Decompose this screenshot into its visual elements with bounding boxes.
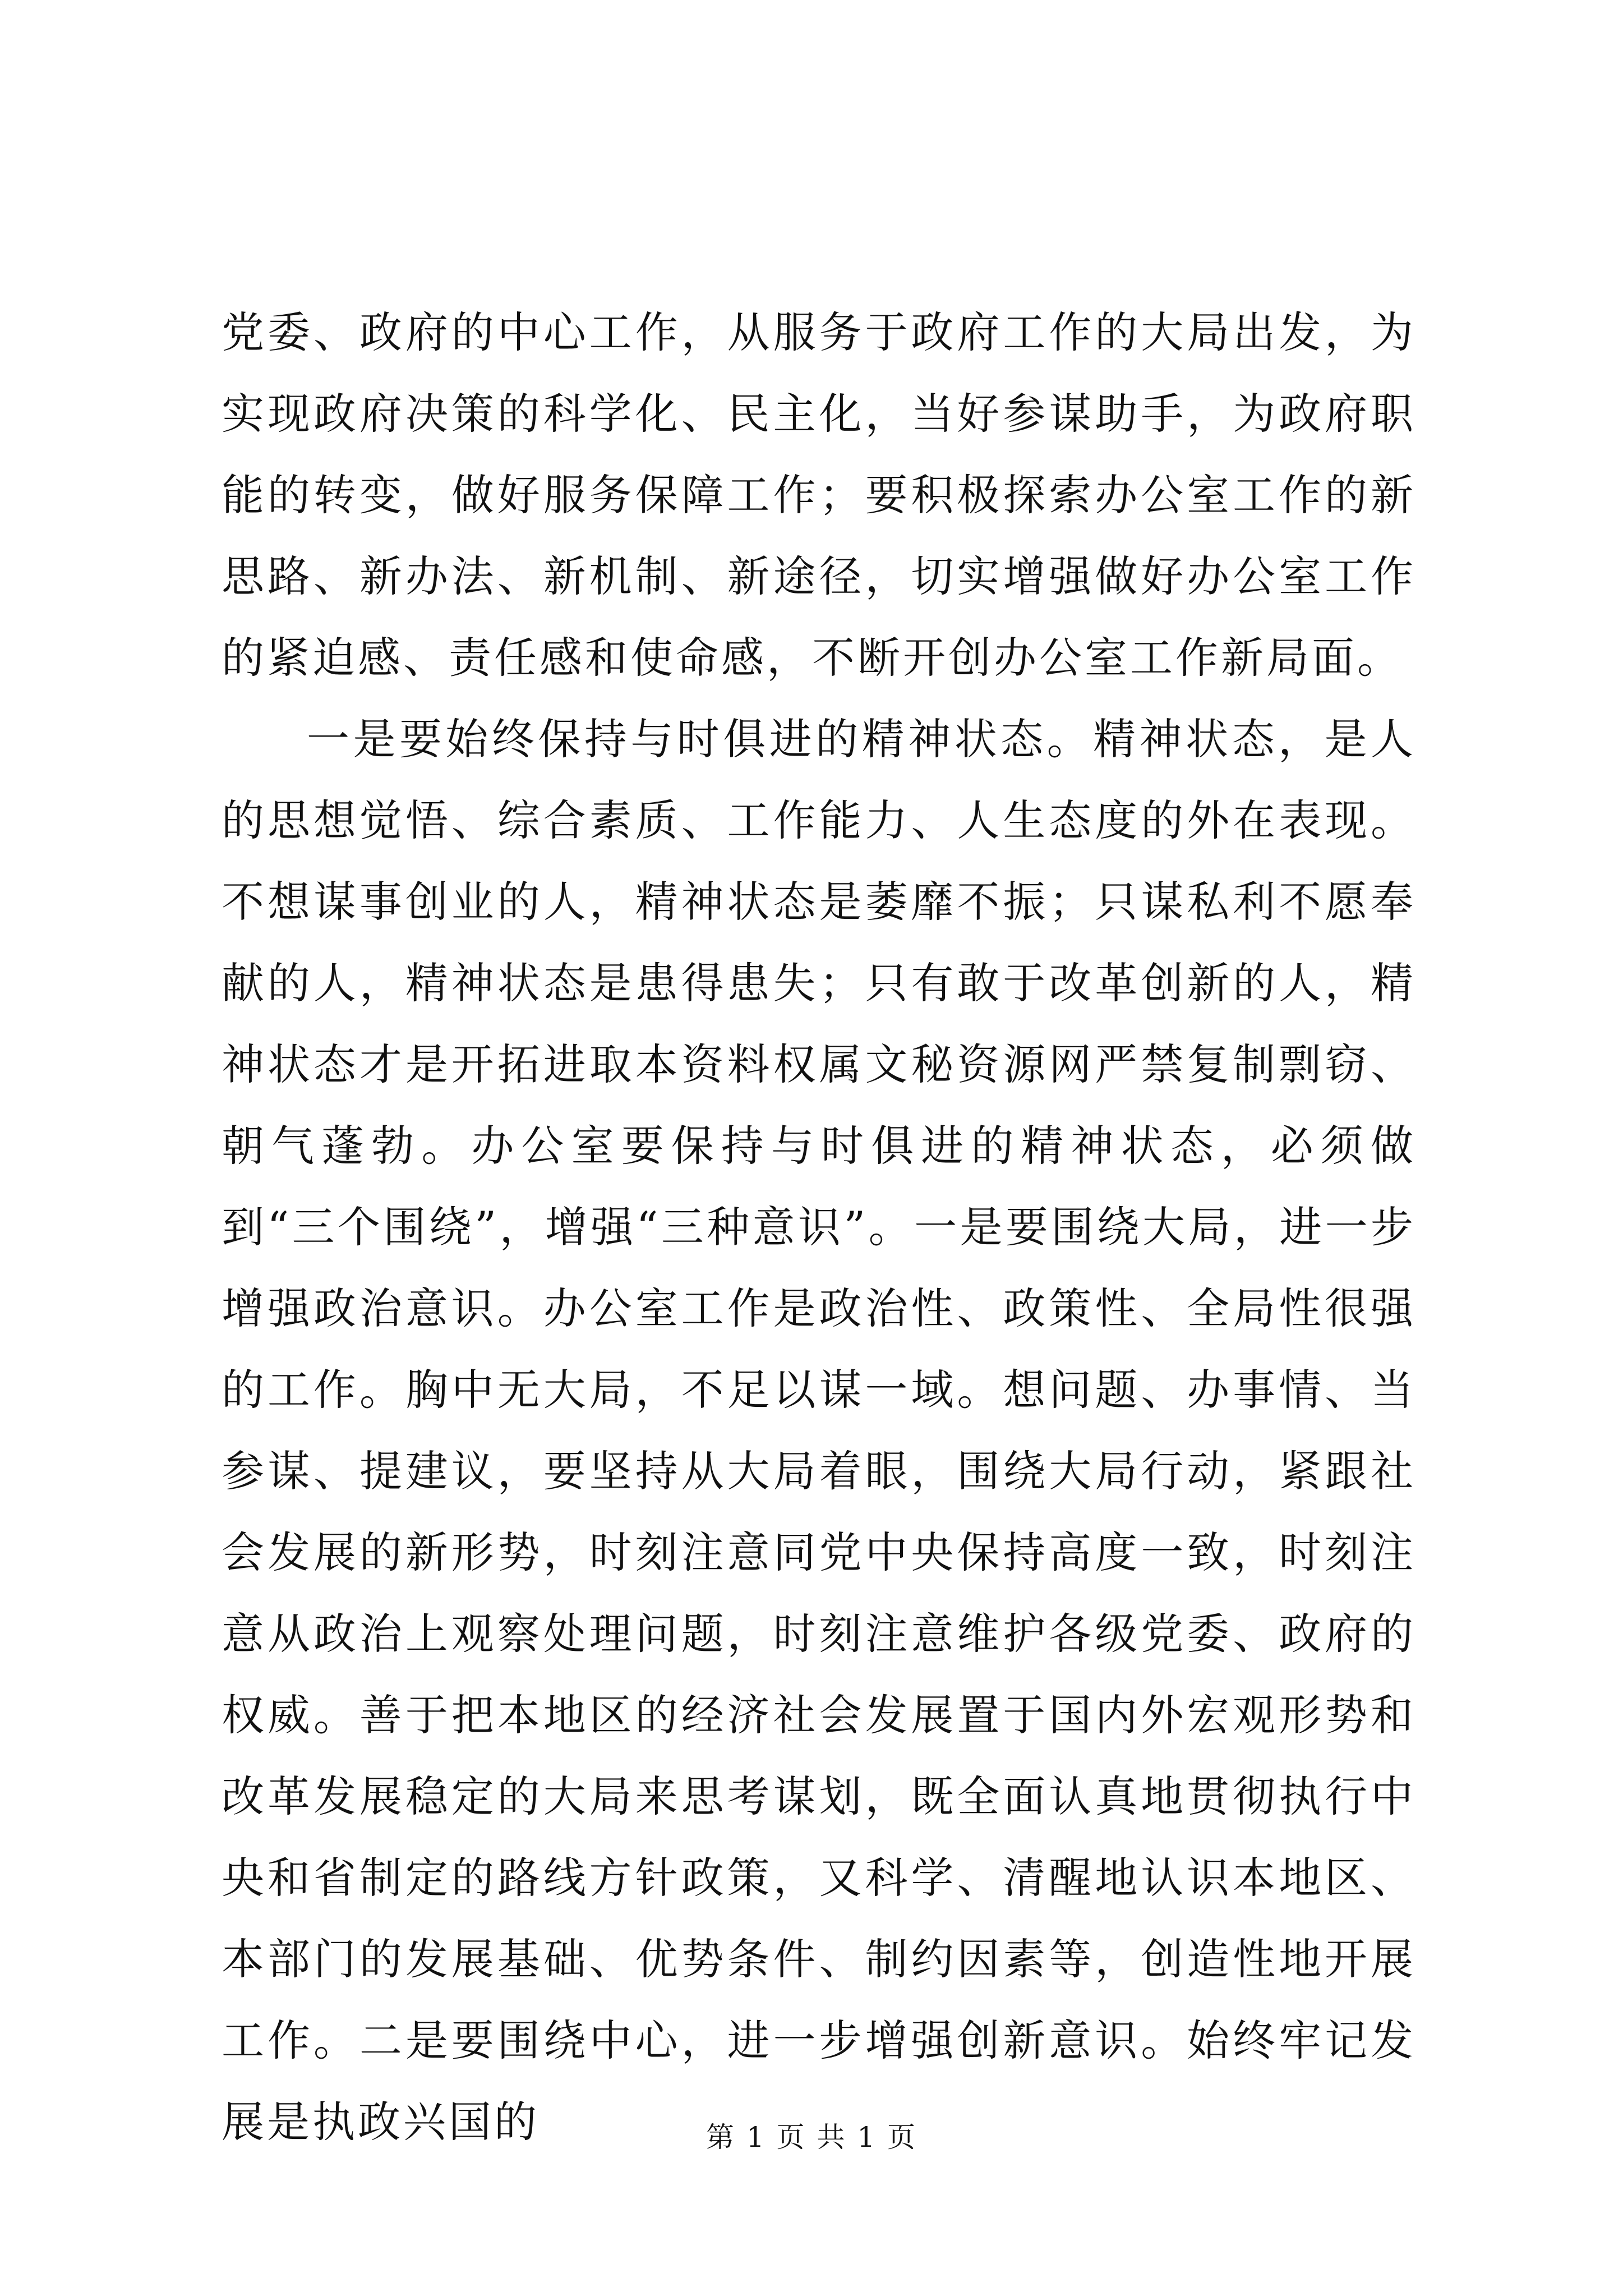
paragraph-spirit-state: 一是要始终保持与时俱进的精神状态。精神状态，是人的思想觉悟、综合素质、工作能力、人生态度的外在表现。不想谋事创业的人，精神状态是萎靡不振；只谋私利不愿奉献的人，精神状态是患得患失；只有敢于改革创新的人，精神状态才是开拓进取本资料权属文秘资源网严禁复制剽窃、朝气蓬勃。办公室要保持与时俱进的精神状态，必须做到“三个围绕”，增强“三种意识”。一是要围绕大局，进一步增强政治意识。办公室工作是政治性、政策性、全局性很强的工作。胸中无大局，不足以谋一域。想问题、办事情、当参谋、提建议，要坚持从大局着眼，围绕大局行动，紧跟社会发展的新形势，时刻注意同党中央保持高度一致，时刻注意从政治上观察处理问题，时刻注意维护各级党委、政府的权威。善于把本地区的经济社会发展置于国内外宏观形势和改革发展稳定的大局来思考谋划，既全面认真地贯彻执行中央和省制定的路线方针政策，又科学、清醒地认识本地区、本部门的发展基础、优势条件、制约因素等，创造性地开展工作。二是要围绕中心，进一步增强创新意识。始终牢记发展是执政兴国的 [222,714,1416,2147]
paragraph-continuation: 党委、政府的中心工作，从服务于政府工作的大局出发，为实现政府决策的科学化、民主化，当好参谋助手，为政府职能的转变，做好服务保障工作；要积极探索办公室工作的新思路、新办法、新机制、新途径，切实增强做好办公室工作的紧迫感、责任感和使命感，不断开创办公室工作新局面。 [222,307,1416,683]
page-footer: 第 1 页 共 1 页 [706,2121,917,2154]
document-body [222,292,1416,2162]
